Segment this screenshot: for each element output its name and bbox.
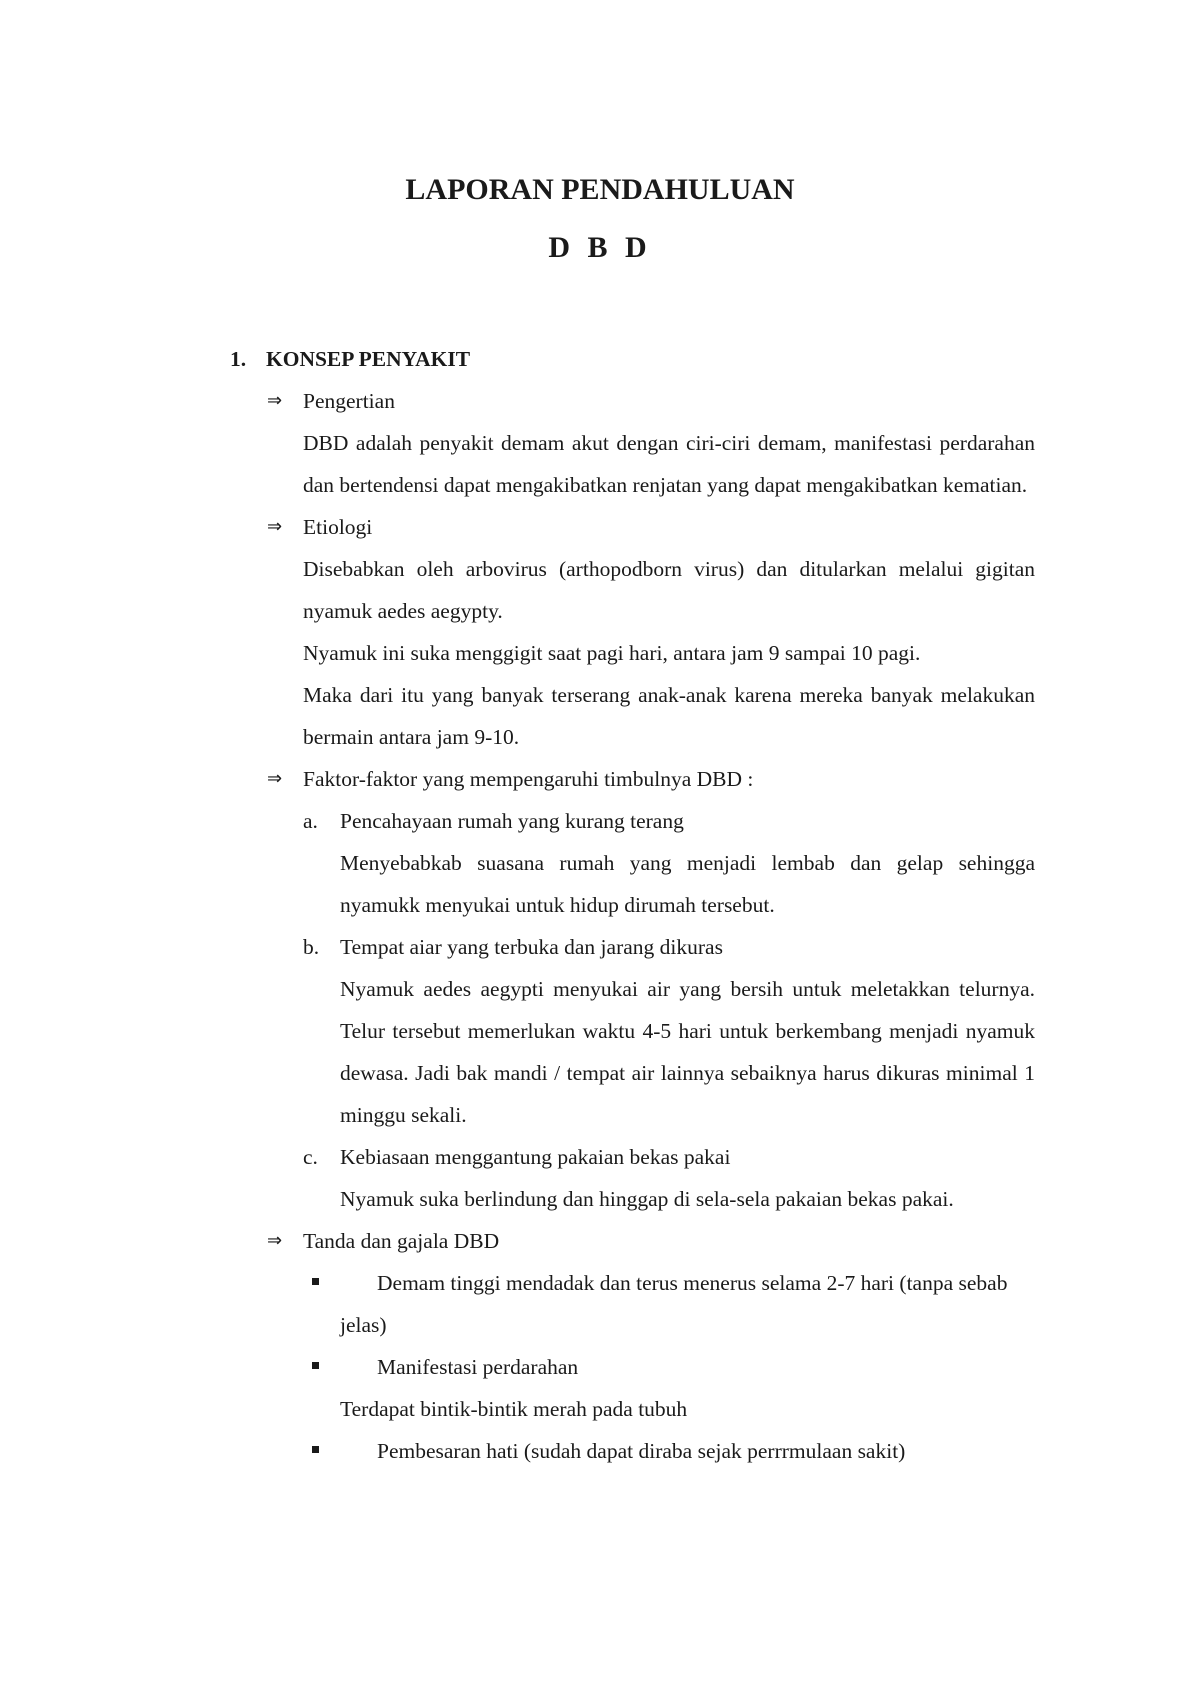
bullet-text: Manifestasi perdarahan: [377, 1355, 579, 1379]
etiologi-paragraph-2: Nyamuk ini suka menggigit saat pagi hari, antara jam 9 sampai 10 pagi.: [303, 641, 921, 665]
item-label: Faktor-faktor yang mempengaruhi timbulnya DBD :: [303, 767, 754, 791]
document-title: LAPORAN PENDAHULUAN: [405, 173, 795, 206]
item-label: Pengertian: [303, 389, 395, 413]
list-letter: c.: [303, 1145, 318, 1169]
item-faktor: [267, 758, 1035, 800]
square-bullet-icon: [312, 1346, 324, 1388]
section-heading: [230, 338, 1035, 380]
list-item-title: Kebiasaan menggantung pakaian bekas pakai: [340, 1145, 731, 1169]
list-item-title: Tempat aiar yang terbuka dan jarang dikuras: [340, 935, 723, 959]
bullet-text: Pembesaran hati (sudah dapat diraba sejak perrrmulaan sakit): [377, 1439, 906, 1463]
bullet-item: [340, 1262, 1035, 1346]
list-letter: a.: [303, 809, 318, 833]
bullet-note: Terdapat bintik-bintik merah pada tubuh: [340, 1397, 688, 1421]
document-subtitle: D B D: [548, 231, 652, 264]
right-double-arrow-icon: ⇒: [267, 1230, 283, 1251]
list-item-paragraph: Nyamuk suka berlindung dan hinggap di sela-sela pakaian bekas pakai.: [340, 1187, 954, 1211]
pengertian-paragraph: DBD adalah penyakit demam akut dengan ciri-ciri demam, manifestasi perdarahan dan bertendensi dapat mengakibatkan renjatan yang dapat mengakibatkan kematian.: [303, 431, 1035, 497]
bullet-item: [340, 1346, 1035, 1388]
right-double-arrow-icon: ⇒: [267, 390, 283, 411]
etiologi-paragraph-3: Maka dari itu yang banyak terserang anak-anak karena mereka banyak melakukan bermain antara jam 9-10.: [303, 683, 1035, 749]
right-double-arrow-icon: ⇒: [267, 768, 283, 789]
item-label: Tanda dan gajala DBD: [303, 1229, 500, 1253]
list-item-paragraph: Nyamuk aedes aegypti menyukai air yang bersih untuk meletakkan telurnya. Telur tersebut memerlukan waktu 4-5 hari untuk berkembang menjadi nyamuk dewasa. Jadi bak mandi / tempat air lainnya sebaiknya harus dikuras minimal 1 minggu sekali.: [340, 977, 1035, 1127]
list-item-title: Pencahayaan rumah yang kurang terang: [340, 809, 684, 833]
square-bullet-icon: [312, 1262, 324, 1304]
bullet-text: Demam tinggi mendadak dan terus menerus selama 2-7 hari (tanpa sebab jelas): [340, 1271, 1008, 1337]
document-body: [230, 338, 1035, 1472]
item-etiologi: [267, 506, 1035, 548]
bullet-item: [340, 1430, 1035, 1472]
list-item-paragraph: Menyebabkab suasana rumah yang menjadi lembab dan gelap sehingga nyamukk menyukai untuk hidup dirumah tersebut.: [340, 851, 1035, 917]
item-pengertian: [267, 380, 1035, 422]
section-number: 1.: [230, 347, 247, 371]
right-double-arrow-icon: ⇒: [267, 516, 283, 537]
list-item: [303, 1136, 1035, 1178]
list-letter: b.: [303, 935, 320, 959]
square-bullet-icon: [312, 1430, 324, 1472]
list-item: [303, 800, 1035, 842]
list-item: [303, 926, 1035, 968]
item-tanda-gejala: [267, 1220, 1035, 1262]
etiologi-paragraph-1: Disebabkan oleh arbovirus (arthopodborn virus) dan ditularkan melalui gigitan nyamuk aedes aegypty.: [303, 557, 1035, 623]
item-label: Etiologi: [303, 515, 373, 539]
section-title: KONSEP PENYAKIT: [266, 347, 471, 371]
